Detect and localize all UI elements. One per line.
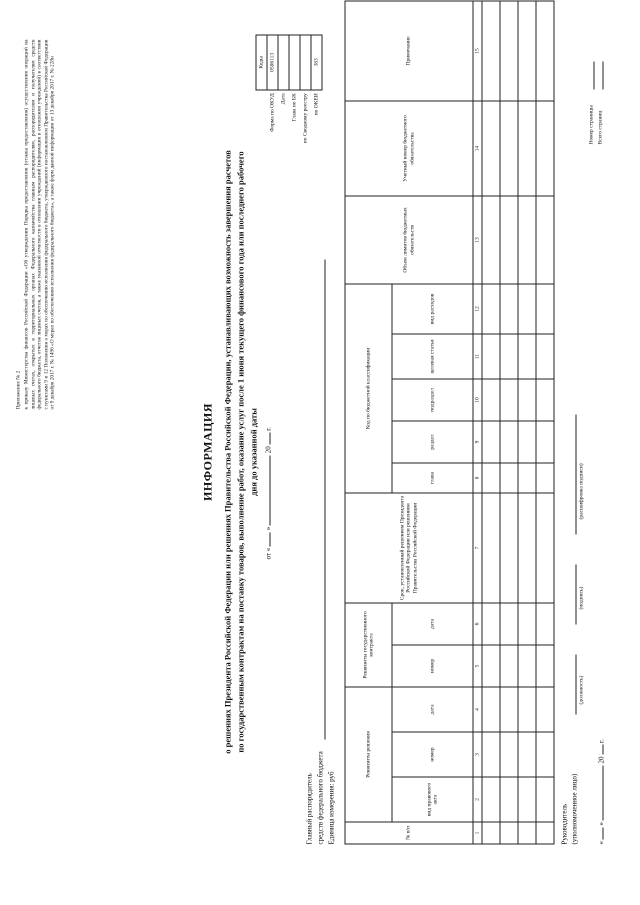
table-row [482, 1, 500, 844]
date-prefix: от « [264, 547, 273, 560]
sig-date-year: 20 [597, 756, 606, 764]
subtitle-line-3: дня до указанной даты [248, 408, 259, 496]
col-num: 9 [473, 421, 482, 463]
col-num: 8 [473, 463, 482, 493]
subtitle-line-2: по государственным контрактам на поставку товаров, выполнение работ, оказание услуг после 1 июня текущего финансового года или последнего рабочего [235, 151, 246, 753]
table-row [536, 1, 554, 844]
codes-value-registry [300, 35, 311, 90]
col-amount: Объем лимитов бюджетных обязательств [345, 196, 473, 284]
head-sub-label: (уполномоченное лицо) [570, 773, 579, 845]
sig-date-prefix: « [597, 841, 606, 845]
codes-value-okud: 0506113 [267, 35, 278, 90]
col-target: целевая статья [392, 334, 473, 379]
col-num: 12 [473, 284, 482, 334]
col-decision-group: Реквизиты решения [345, 687, 392, 822]
distributor-label-1: Главный распорядитель [305, 773, 314, 845]
appendix-note [16, 40, 56, 410]
distributor-label-2: средств федерального бюджета [316, 751, 325, 845]
col-num: 14 [473, 101, 482, 196]
date-suffix: г. [264, 426, 273, 431]
date-year: 20 [264, 446, 273, 454]
col-num: 10 [473, 379, 482, 421]
appendix-heading: Приложение № 2 [15, 370, 22, 410]
decisions-table [345, 0, 555, 844]
codes-label-okei: по ОКЕИ [313, 93, 320, 116]
col-num: 13 [473, 196, 482, 284]
signature-line [576, 565, 577, 625]
col-num: 6 [473, 603, 482, 645]
codes-value-date [278, 35, 289, 90]
page-number-label: Номер страницы [588, 105, 595, 145]
page-total-label: Всего страниц [597, 110, 604, 145]
page-number-line [594, 62, 595, 90]
date-line [265, 427, 273, 560]
position-line [576, 655, 577, 715]
col-podrazdel: подраздел [392, 379, 473, 421]
subtitle-line-1: о решениях Президента Российской Федерации или решениях Правительства Российской Федерации, устанавливающих возможность завершения расчетов [222, 150, 233, 754]
col-num: 4 [473, 687, 482, 732]
col-razdel: раздел [392, 421, 473, 463]
table-row [500, 1, 518, 844]
col-account: Учетный номер бюджетного обязательства [345, 101, 473, 196]
col-num: 15 [473, 1, 482, 101]
unit-label: Единица измерения: руб [327, 771, 336, 845]
distributor-field-line [325, 260, 326, 740]
codes-label-okud: Форма по ОКУД [269, 93, 276, 132]
col-glava: глава [392, 463, 473, 493]
col-note: Примечание [345, 1, 473, 101]
signature-date [598, 739, 606, 844]
col-num: 1 [473, 822, 482, 844]
position-caption: (должность) [578, 675, 585, 705]
col-num: 11 [473, 334, 482, 379]
col-contract-group: Реквизиты государственного контракта [345, 603, 392, 687]
col-date: дата [392, 687, 473, 732]
col-term: Срок, установленный решением Президента Российской Федерации или решением Правительства Российской Федерации [345, 493, 473, 603]
sig-date-suffix: г. [597, 739, 606, 743]
col-contract-date: дата [392, 603, 473, 645]
date-mid: » [264, 526, 273, 531]
rotated-form [1, 0, 640, 905]
codes-label-registry: по Сводному реестру [302, 93, 309, 144]
column-numbers-row [473, 1, 482, 844]
col-contract-number: номер [392, 645, 473, 687]
decode-line [576, 415, 577, 535]
col-bk-group: Код по бюджетной классификации [345, 284, 392, 493]
table-row [518, 1, 536, 844]
col-number: номер [392, 732, 473, 777]
codes-label-glava: Глава по БК [291, 93, 298, 122]
signature-caption: (подпись) [578, 586, 585, 610]
col-expense: вид расходов [392, 284, 473, 334]
col-legal-act: вид правового акта [392, 777, 473, 822]
codes-header: Коды [256, 35, 267, 90]
codes-value-okei: 383 [311, 35, 322, 90]
col-num: 3 [473, 732, 482, 777]
codes-table [256, 35, 323, 145]
appendix-text: к приказу Министерства финансов Российской Федерации «Об утверждении Порядка предоставления (отзыва предоставления) осуществления операций на лицевых счетах, открытых в территориальных органах Федерального казначейства главным распорядителям, распорядителям и получателям средств федерального бюджета, отчетов лицевых счетов, а также указанной отчетности в отношении учреждений (информации в отношении учреждений) в соответствии с пунктами 9 и 12 Положения о мерах по обеспечению исполнения федерального бюджета, утвержденного постановлением Правительства Российской Федерации от 9 декабря 2017 г. № 1496 «О мерах по обеспечению исполнения федерального бюджета», а также форм данной информации от 13 декабря 2017 г. № 228н [23, 39, 56, 410]
document-title: ИНФОРМАЦИЯ [200, 403, 215, 501]
decode-caption: (расшифровка подписи) [578, 463, 585, 520]
col-no: № п/п [345, 822, 473, 844]
col-num: 5 [473, 645, 482, 687]
codes-value-glava [289, 35, 300, 90]
head-label: Руководитель [560, 803, 569, 845]
sig-date-mid: » [597, 822, 606, 826]
col-num: 7 [473, 493, 482, 603]
col-num: 2 [473, 777, 482, 822]
codes-label-date: Дата [280, 93, 287, 105]
page-total-line [603, 62, 604, 90]
